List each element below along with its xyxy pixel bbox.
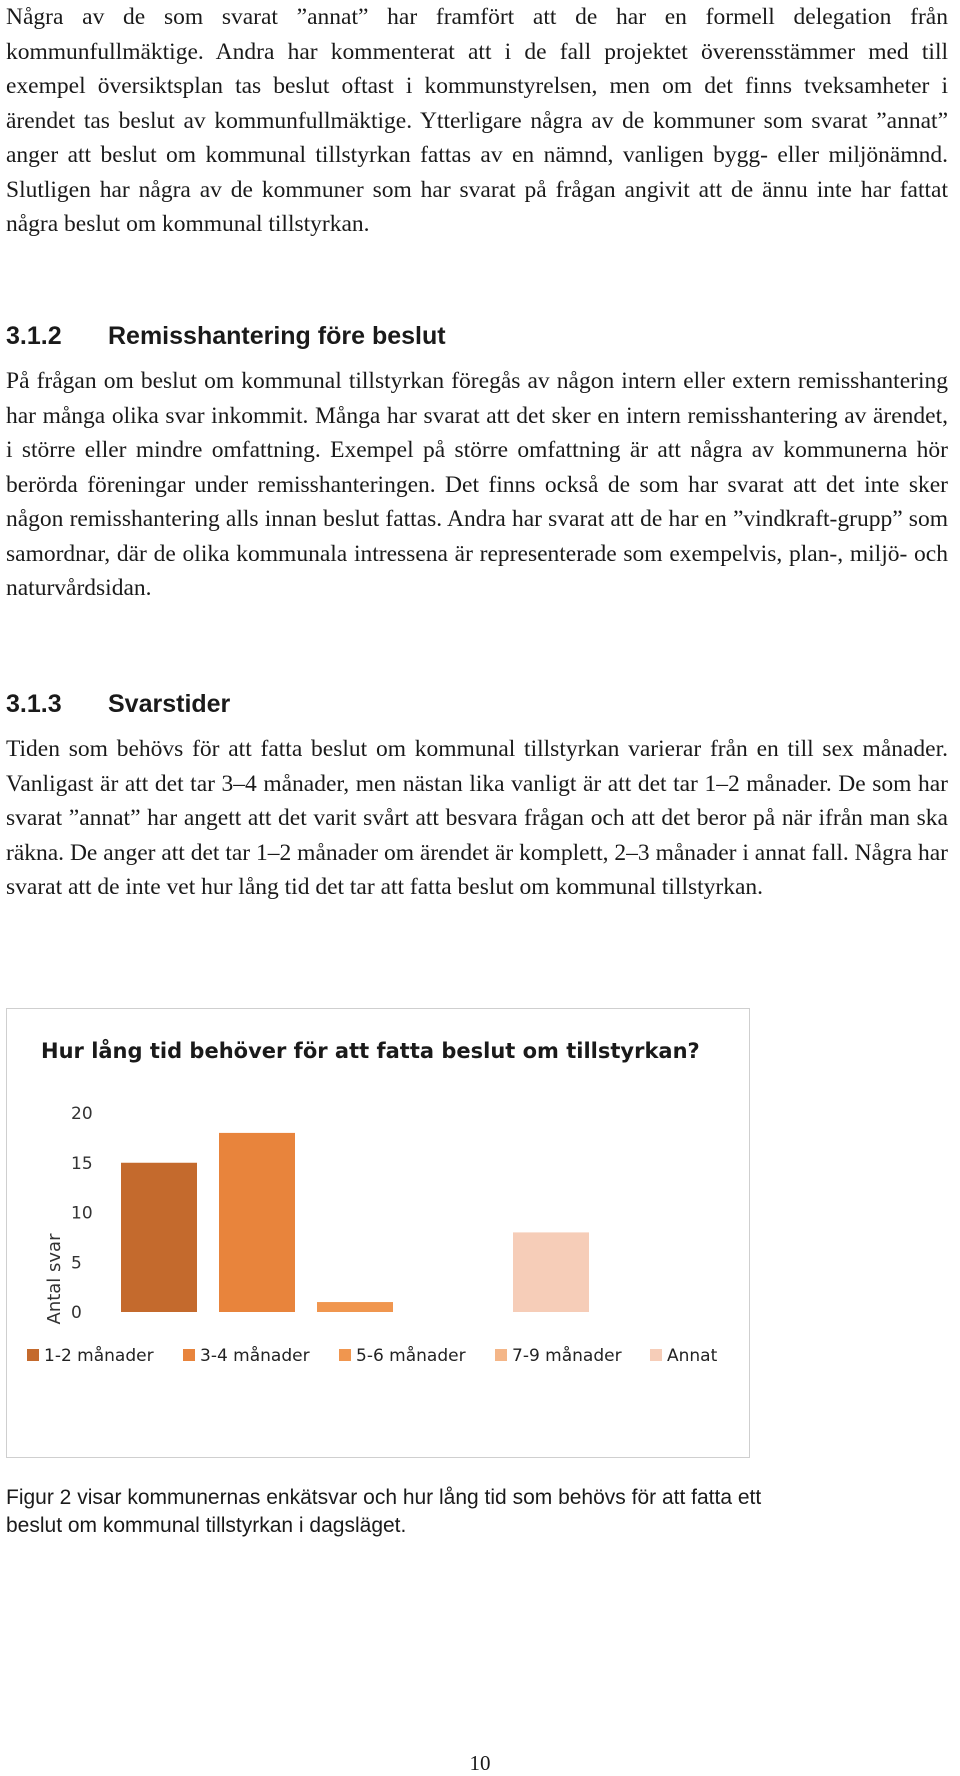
y-axis-ticks bbox=[71, 1104, 93, 1323]
legend-label: 5-6 månader bbox=[356, 1346, 466, 1366]
y-tick-label: 10 bbox=[71, 1203, 93, 1224]
section-title: Remisshantering före beslut bbox=[108, 322, 446, 350]
y-tick-label: 20 bbox=[71, 1104, 93, 1124]
legend-swatch bbox=[27, 1349, 39, 1361]
legend-label: 3-4 månader bbox=[200, 1346, 310, 1366]
figure-caption: Figur 2 visar kommunernas enkätsvar och hur lång tid som behövs för att fatta ett beslut om kommunal tillstyrkan i dagsläget. bbox=[6, 1486, 762, 1537]
bar-chart bbox=[7, 1009, 748, 1456]
y-tick-label: 15 bbox=[71, 1153, 93, 1174]
bar-3 bbox=[317, 1302, 393, 1312]
section-number: 3.1.2 bbox=[6, 322, 62, 350]
section-heading-svarstider bbox=[6, 690, 230, 719]
legend-swatch bbox=[650, 1349, 662, 1361]
legend-swatch bbox=[495, 1349, 507, 1361]
paragraph-remisshantering: På frågan om beslut om kommunal tillstyrkan föregås av någon intern eller extern remisshantering har många olika svar inkommit. Många har svarat att det sker en intern remisshantering av ärendet, i större eller mindre omfattning. Exempel på större omfattning är att några av kommunerna hör berörda föreningar under remisshanteringen. Det finns också de som har svarat att det inte sker någon remisshantering alls innan beslut fattas. Andra har svarat att de har en ”vindkraft-grupp” som samordnar, där de olika kommunala intressena är representerade som exempelvis, plan-, miljö- och naturvårdsidan. bbox=[6, 368, 948, 601]
legend-label: 1-2 månader bbox=[44, 1346, 154, 1366]
y-axis-label: Antal svar bbox=[44, 1233, 65, 1325]
chart-title: Hur lång tid behöver för att fatta beslut om tillstyrkan? bbox=[41, 1039, 700, 1063]
y-tick-label: 5 bbox=[71, 1253, 82, 1274]
section-title: Svarstider bbox=[108, 690, 231, 718]
bar-1 bbox=[121, 1163, 197, 1312]
bar-2 bbox=[219, 1133, 295, 1312]
legend-swatch bbox=[183, 1349, 195, 1361]
chart-legend bbox=[27, 1345, 718, 1366]
page-number: 10 bbox=[469, 1751, 491, 1775]
paragraph-delegation: Några av de som svarat ”annat” har framfört att de har en formell delegation från kommunfullmäktige. Andra har kommenterat att i de fall projektet överensstämmer med till exempel översiktsplan tas beslut oftast i kommunstyrelsen, men om det finns tveksamheter i ärendet tas beslut av kommunfullmäktige. Ytterligare några av de kommuner som svarat ”annat” anger att beslut om kommunal tillstyrkan fattas av en nämnd, vanligen bygg- eller miljönämnd. Slutligen har några av de kommuner som har svarat på frågan angivit att de ännu inte har fattat några beslut om kommunal tillstyrkan. bbox=[6, 4, 948, 237]
chart-frame bbox=[6, 1008, 750, 1458]
legend-label: 7-9 månader bbox=[512, 1346, 622, 1366]
section-heading-remisshantering bbox=[6, 322, 446, 351]
legend-swatch bbox=[339, 1349, 351, 1361]
bar-5 bbox=[513, 1232, 589, 1312]
paragraph-svarstider: Tiden som behövs för att fatta beslut om kommunal tillstyrkan varierar från en till sex månader. Vanligast är att det tar 3–4 månader, men nästan lika vanligt är att det tar 1–2 månader. De som har svarat ”annat” har angett att det varit svårt att besvara frågan och att det beror på när ifrån man ska räkna. De anger att det tar 1–2 månader om ärendet är komplett, 2–3 månader i annat fall. Några har svarat att de inte vet hur lång tid det tar att fatta beslut om kommunal tillstyrkan. bbox=[6, 736, 948, 900]
section-number: 3.1.3 bbox=[6, 690, 62, 718]
y-tick-label: 0 bbox=[71, 1303, 82, 1323]
legend-label: Annat bbox=[667, 1346, 718, 1366]
bars bbox=[121, 1133, 589, 1312]
